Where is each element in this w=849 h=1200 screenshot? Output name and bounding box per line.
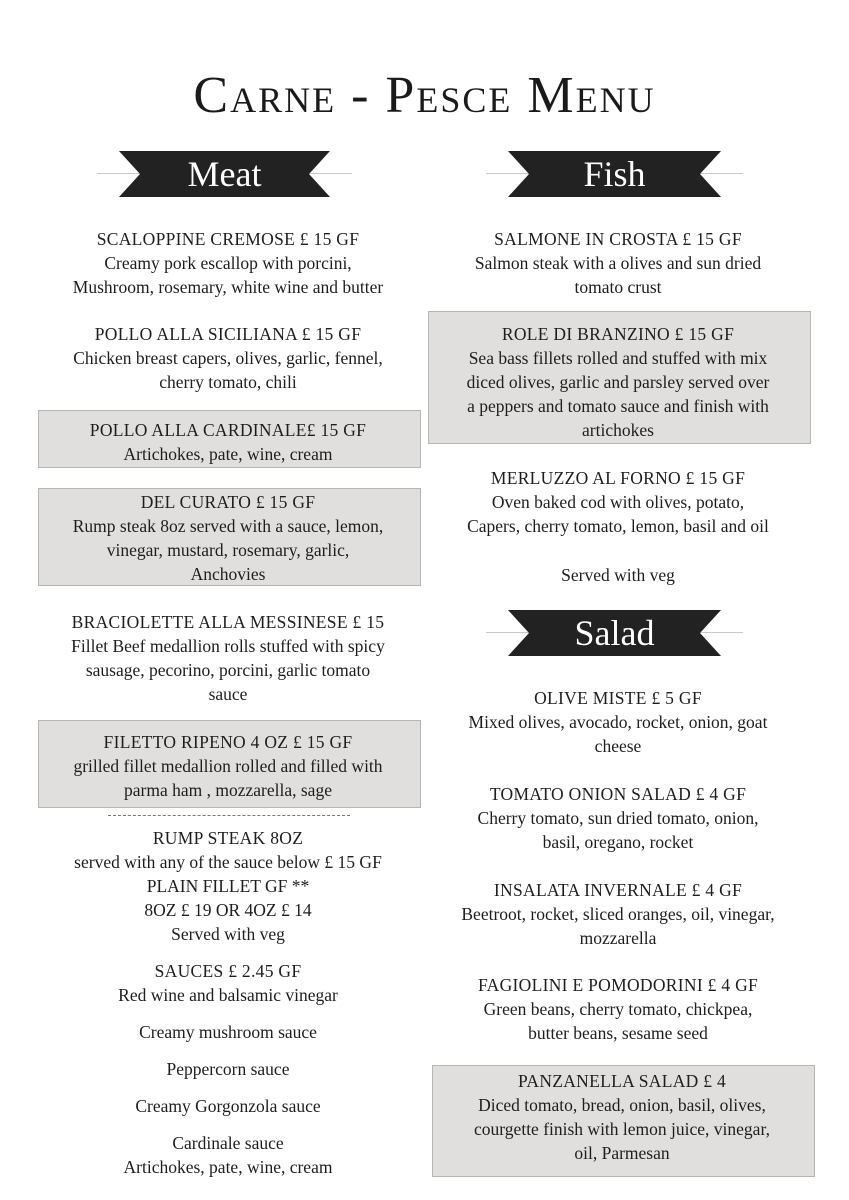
item-description: parma ham , mozzarella, sage <box>124 780 332 800</box>
item-name: POLLO ALLA CARDINALE£ 15 GF <box>89 420 367 440</box>
item-name: TOMATO ONION SALAD £ 4 GF <box>489 784 747 804</box>
item-name: POLLO ALLA SICILIANA £ 15 GF <box>94 324 362 344</box>
item-name: FAGIOLINI E POMODORINI £ 4 GF <box>477 975 759 995</box>
item-name: PANZANELLA SALAD £ 4 <box>517 1071 727 1091</box>
menu-item-filetto-ripeno <box>30 730 426 802</box>
item-description: courgette finish with lemon juice, vinegar, <box>474 1119 770 1139</box>
item-description: Artichokes, pate, wine, cream <box>123 444 333 464</box>
sauce-item: Red wine and balsamic vinegar <box>118 985 338 1005</box>
item-description: 8OZ £ 19 OR 4OZ £ 14 <box>144 900 312 920</box>
sauce-item: Peppercorn sauce <box>166 1059 290 1079</box>
item-description: Served with veg <box>171 924 285 944</box>
menu-item-insalata-invernale <box>420 878 816 950</box>
menu-item-salmone <box>420 227 816 299</box>
item-description: mozzarella <box>579 928 657 948</box>
item-description: basil, oregano, rocket <box>542 832 694 852</box>
menu-item-pollo-cardinale <box>30 418 426 466</box>
salad-heading: Salad <box>574 613 655 653</box>
menu-item-del-curato <box>30 490 426 586</box>
item-name: BRACIOLETTE ALLA MESSINESE £ 15 <box>71 612 385 632</box>
item-description: oil, Parmesan <box>574 1143 670 1163</box>
item-description: Fillet Beef medallion rolls stuffed with spicy <box>71 636 385 656</box>
sauces-list <box>30 959 426 1179</box>
item-description: Diced tomato, bread, onion, basil, olives, <box>478 1095 766 1115</box>
item-description: butter beans, sesame seed <box>528 1023 708 1043</box>
item-name: INSALATA INVERNALE £ 4 GF <box>493 880 743 900</box>
menu-title: Carne - Pesce Menu <box>193 67 656 124</box>
item-name: OLIVE MISTE £ 5 GF <box>534 688 702 708</box>
item-name: DEL CURATO £ 15 GF <box>140 492 316 512</box>
menu-item-tomato-onion-salad <box>420 782 816 854</box>
served-with-veg-note <box>420 563 816 587</box>
menu-item-braciolette <box>30 610 426 706</box>
item-description: sauce <box>208 684 248 704</box>
sauce-item: Creamy Gorgonzola sauce <box>135 1096 321 1116</box>
item-description: sausage, pecorino, porcini, garlic tomato <box>85 660 371 680</box>
menu-item-branzino <box>420 322 816 442</box>
item-description: Sea bass fillets rolled and stuffed with mix <box>468 348 768 368</box>
sauce-item: Creamy mushroom sauce <box>139 1022 317 1042</box>
item-name: SCALOPPINE CREMOSE £ 15 GF <box>96 229 360 249</box>
item-description: Rump steak 8oz served with a sauce, lemon, <box>72 516 384 536</box>
menu-item-scaloppine <box>30 227 426 299</box>
item-description: Anchovies <box>190 564 266 584</box>
item-description: Cherry tomato, sun dried tomato, onion, <box>477 808 759 828</box>
divider <box>108 815 350 816</box>
item-description: a peppers and tomato sauce and finish with <box>467 396 769 416</box>
item-description: Salmon steak with a olives and sun dried <box>474 253 762 273</box>
item-description: Mushroom, rosemary, white wine and butter <box>72 277 384 297</box>
fish-banner <box>486 151 743 197</box>
menu-item-panzanella <box>424 1069 820 1165</box>
meat-banner <box>97 151 352 197</box>
menu-item-merluzzo <box>420 466 816 538</box>
item-description: Mixed olives, avocado, rocket, onion, goat <box>468 712 768 732</box>
item-name: ROLE DI BRANZINO £ 15 GF <box>501 324 735 344</box>
item-description: tomato crust <box>574 277 662 297</box>
menu-item-olive-miste <box>420 686 816 758</box>
menu-item-rump-steak <box>20 826 436 946</box>
item-name: SALMONE IN CROSTA £ 15 GF <box>494 229 742 249</box>
item-name: MERLUZZO AL FORNO £ 15 GF <box>490 468 746 488</box>
item-description: PLAIN FILLET GF ** <box>146 876 310 896</box>
sauces-heading: SAUCES £ 2.45 GF <box>154 961 302 981</box>
menu-item-fagiolini <box>420 973 816 1045</box>
item-description: cherry tomato, chili <box>159 372 297 392</box>
fish-heading: Fish <box>583 154 646 194</box>
item-description: artichokes <box>582 420 654 440</box>
item-name: RUMP STEAK 8OZ <box>152 828 304 848</box>
item-description: Oven baked cod with olives, potato, <box>491 492 745 512</box>
menu-item-pollo-siciliana <box>30 322 426 394</box>
sauce-item: Artichokes, pate, wine, cream <box>123 1157 333 1177</box>
note-text: Served with veg <box>561 565 675 585</box>
item-name: FILETTO RIPENO 4 OZ £ 15 GF <box>103 732 353 752</box>
item-description: vinegar, mustard, rosemary, garlic, <box>106 540 350 560</box>
item-description: Beetroot, rocket, sliced oranges, oil, vinegar, <box>461 904 775 924</box>
sauce-item: Cardinale sauce <box>172 1133 284 1153</box>
item-description: served with any of the sauce below £ 15 GF <box>74 852 382 872</box>
item-description: grilled fillet medallion rolled and filled with <box>73 756 383 776</box>
item-description: Capers, cherry tomato, lemon, basil and oil <box>467 516 769 536</box>
salad-banner <box>486 610 743 656</box>
item-description: Green beans, cherry tomato, chickpea, <box>483 999 753 1019</box>
meat-heading: Meat <box>187 154 262 194</box>
item-description: Chicken breast capers, olives, garlic, fennel, <box>73 348 383 368</box>
item-description: diced olives, garlic and parsley served over <box>466 372 770 392</box>
item-description: Creamy pork escallop with porcini, <box>104 253 352 273</box>
item-description: cheese <box>594 736 642 756</box>
